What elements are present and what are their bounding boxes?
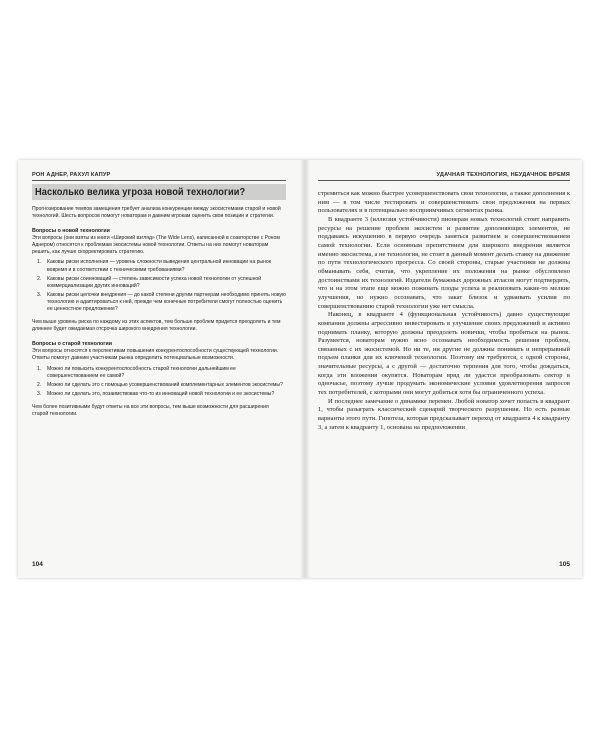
list-item: 1. Каковы риски исполнения — уровень сложности выведения центральной инновации на рынок вовремя и в соответствии с техническими требованиями? bbox=[37, 259, 271, 273]
body-paragraph: стремиться как можно быстрее усовершенствовать свои технологии, а также дополнения к ним — в том числе тестировать и совершенствовать свои предложения на первых пользователях и в потенциально восприимчивых сегментах рынка. bbox=[318, 190, 570, 215]
new-tech-heading: Вопросы о новой технологии bbox=[32, 228, 110, 235]
running-rule bbox=[318, 180, 570, 181]
running-head-right: УДАЧНАЯ ТЕХНОЛОГИЯ, НЕУДАЧНОЕ ВРЕМЯ bbox=[436, 172, 570, 178]
old-tech-questions bbox=[32, 366, 286, 398]
intro-paragraph: Прогнозирование темпов замещения требует анализа конкуренции между экосистемами старой и новой технологий. Шесть вопросов помогут новаторам и давним игрокам оценить свои позиции и стратегии. bbox=[32, 206, 281, 220]
list-item: 1. Можно ли повысить конкурентоспособность старой технологии дальнейшим ее совершенствованием ее самой? bbox=[37, 365, 236, 379]
body-paragraph: И последнее замечание о динамике перемен. Любой новатор хочет попасть в квадрант 1, чтобы разыграть классический сценарий творческого разрушения. Но есть разные варианты этого пути. Гипотеза, которая предсказывает переход от квадранта 4 к квадранту 3, а затем к квадранту 1, основана на предположении bbox=[318, 397, 570, 431]
left-page bbox=[32, 172, 286, 568]
running-head-left: РОН АДНЕР, РАХУЛ КАПУР bbox=[32, 172, 111, 178]
list-item: 3. Каковы риски цепочки внедрения — до какой степени другим партнерам необходимо принять новую технологию и адаптироваться к ней, прежде чем конечные потребители смогут полностью оценить ее ценностное предложение? bbox=[37, 291, 286, 313]
section-title bbox=[32, 184, 286, 200]
new-tech-intro: Эти вопросы (они взяты из книги «Широкий взгляд» (The Wide Lens), написанной в соавторстве с Роном Аднером) относятся к проблемам экосистемы новой технологии. Ответы на них помогут новаторам решить, как лучше скорректировать стратегию. bbox=[32, 235, 280, 256]
list-item: 2. Можно ли сделать это с помощью усовершенствований комплементарных элементов экосистемы? bbox=[37, 381, 283, 388]
old-tech-heading: Вопросы о старой технологии bbox=[32, 341, 112, 348]
new-tech-questions bbox=[32, 259, 286, 313]
right-page bbox=[318, 172, 570, 568]
book-spread bbox=[18, 160, 582, 578]
old-tech-outro: Чем более позитивными будут ответы на все эти вопросы, тем выше возможности для расширения старой технологии. bbox=[32, 403, 269, 417]
page-number-left: 104 bbox=[32, 561, 43, 568]
section-title-text: Насколько велика угроза новой технологии? bbox=[35, 186, 246, 198]
old-tech-intro: Эти вопросы относятся к перспективам повышения конкурентоспособности существующей технологии. Ответы помогут давним участникам рынка определить потенциальные возможности. bbox=[32, 348, 279, 362]
body-paragraph: Наконец, в квадранте 4 (функциональная устойчивость) давно существующие компании должны агрессивно инвестировать в улучшение своих предложений и активно поднимать планку, которую должны преодолеть новички, чтобы пробиться на рынок. Разумеется, новаторам нужно ясно осознавать необходимость решения проблем, связанных с их экосистемой. Но ни те, ни другие не должны понимать и непрерывный подъем планки для их ключевой технологии. Поэтому им требуются, с одной стороны, значительные ресурсы, а с другой — достаточно терпения для того, чтобы дождаться, когда эти вложения окупятся. Новаторам вряд ли удастся преобразовать сектор в одночасье, поэтому лучше продумать экономические условия удовлетворения запросов тех потребителей, с которыми они могут добиться хотя бы ограниченного успеха. bbox=[318, 311, 570, 397]
running-rule bbox=[32, 180, 286, 181]
book-gutter bbox=[300, 160, 310, 578]
body-paragraph: В квадранте 3 (иллюзия устойчивости) пионерам новых технологий стоит направить ресурсы на решение проблем экосистем и развитие дополняющих элементов, не поддаваясь искушению в первую очередь заняться развитием и совершенствованием самой технологии. Если основным препятствием для широкого внедрения является именно экосистема, а не технология, не стоит в данный момент делать ставку на движение по пути технологического прогресса. Со своей стороны, старые участники не должны обманывать себя, считая, что укрепление их положения на рынке обусловлено достоинствами их технологий. Издатели бумажных дорожных атласов могут подтвердить, что и на этом этапе еще можно пожинать плоды успеха и реализовать какие-то мелкие улучшения, но нужно осознавать, что закат близок и удваивать усилия по совершенствованию старой технологии уже нет смысла. bbox=[318, 215, 571, 310]
list-item: 2. Каковы риски соинноваций — степень зависимости успеха новой технологии от успешной коммерциализации других инноваций? bbox=[37, 275, 262, 289]
new-tech-outro: Чем выше уровень риска по каждому из этих аспектов, тем больше проблем придется преодолеть и тем длиннее будет ожидаемая отсрочка широкого внедрения технологии. bbox=[32, 319, 281, 333]
page-number-right: 105 bbox=[559, 561, 570, 568]
body-text bbox=[318, 190, 570, 432]
list-item: 3. Можно ли сделать это, позаимствовав что-то из инноваций новой технологии и ее экосистемы? bbox=[37, 390, 275, 397]
